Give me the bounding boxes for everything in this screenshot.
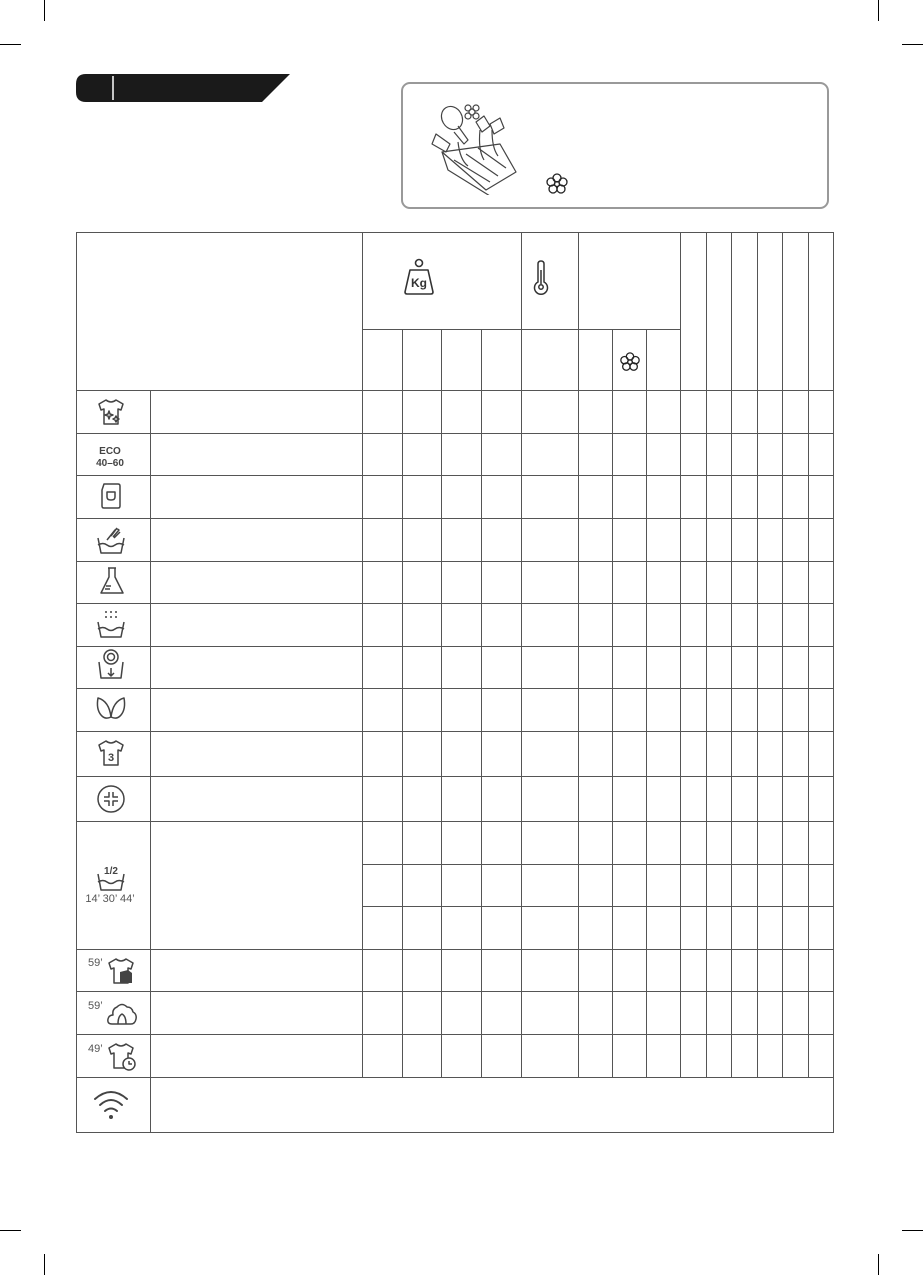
thermometer-icon bbox=[531, 260, 551, 296]
svg-text:3: 3 bbox=[107, 752, 115, 764]
compact-icon bbox=[95, 783, 127, 815]
half-load-icon bbox=[95, 864, 127, 894]
spin-drain-icon bbox=[96, 648, 126, 682]
butterfly-icon bbox=[95, 695, 127, 723]
shirt-sparkle-icon bbox=[96, 397, 126, 427]
cotton-bag-icon bbox=[100, 482, 122, 510]
programme-time: 59’ bbox=[88, 957, 103, 969]
kg-weight-icon bbox=[401, 258, 437, 296]
cloud-59-icon bbox=[106, 998, 138, 1028]
flask-icon bbox=[98, 566, 126, 596]
svg-text:Kg: Kg bbox=[411, 276, 427, 290]
programme-time: 49’ bbox=[88, 1043, 103, 1055]
shirt-clock-49-icon bbox=[106, 1041, 138, 1073]
steam-basin-icon bbox=[95, 608, 127, 640]
wifi-icon bbox=[92, 1088, 130, 1120]
programme-time: 59’ bbox=[88, 1000, 103, 1012]
flower-icon bbox=[619, 351, 641, 373]
svg-text:1/2: 1/2 bbox=[104, 866, 118, 877]
shirt-59-icon bbox=[106, 956, 136, 986]
eco-40-60-icon: ECO 40–60 bbox=[96, 446, 124, 469]
quick-wash-times: 14’ 30’ 44’ bbox=[85, 893, 135, 905]
handwash-basin-icon bbox=[95, 524, 127, 556]
shirt-3-icon bbox=[96, 738, 126, 768]
